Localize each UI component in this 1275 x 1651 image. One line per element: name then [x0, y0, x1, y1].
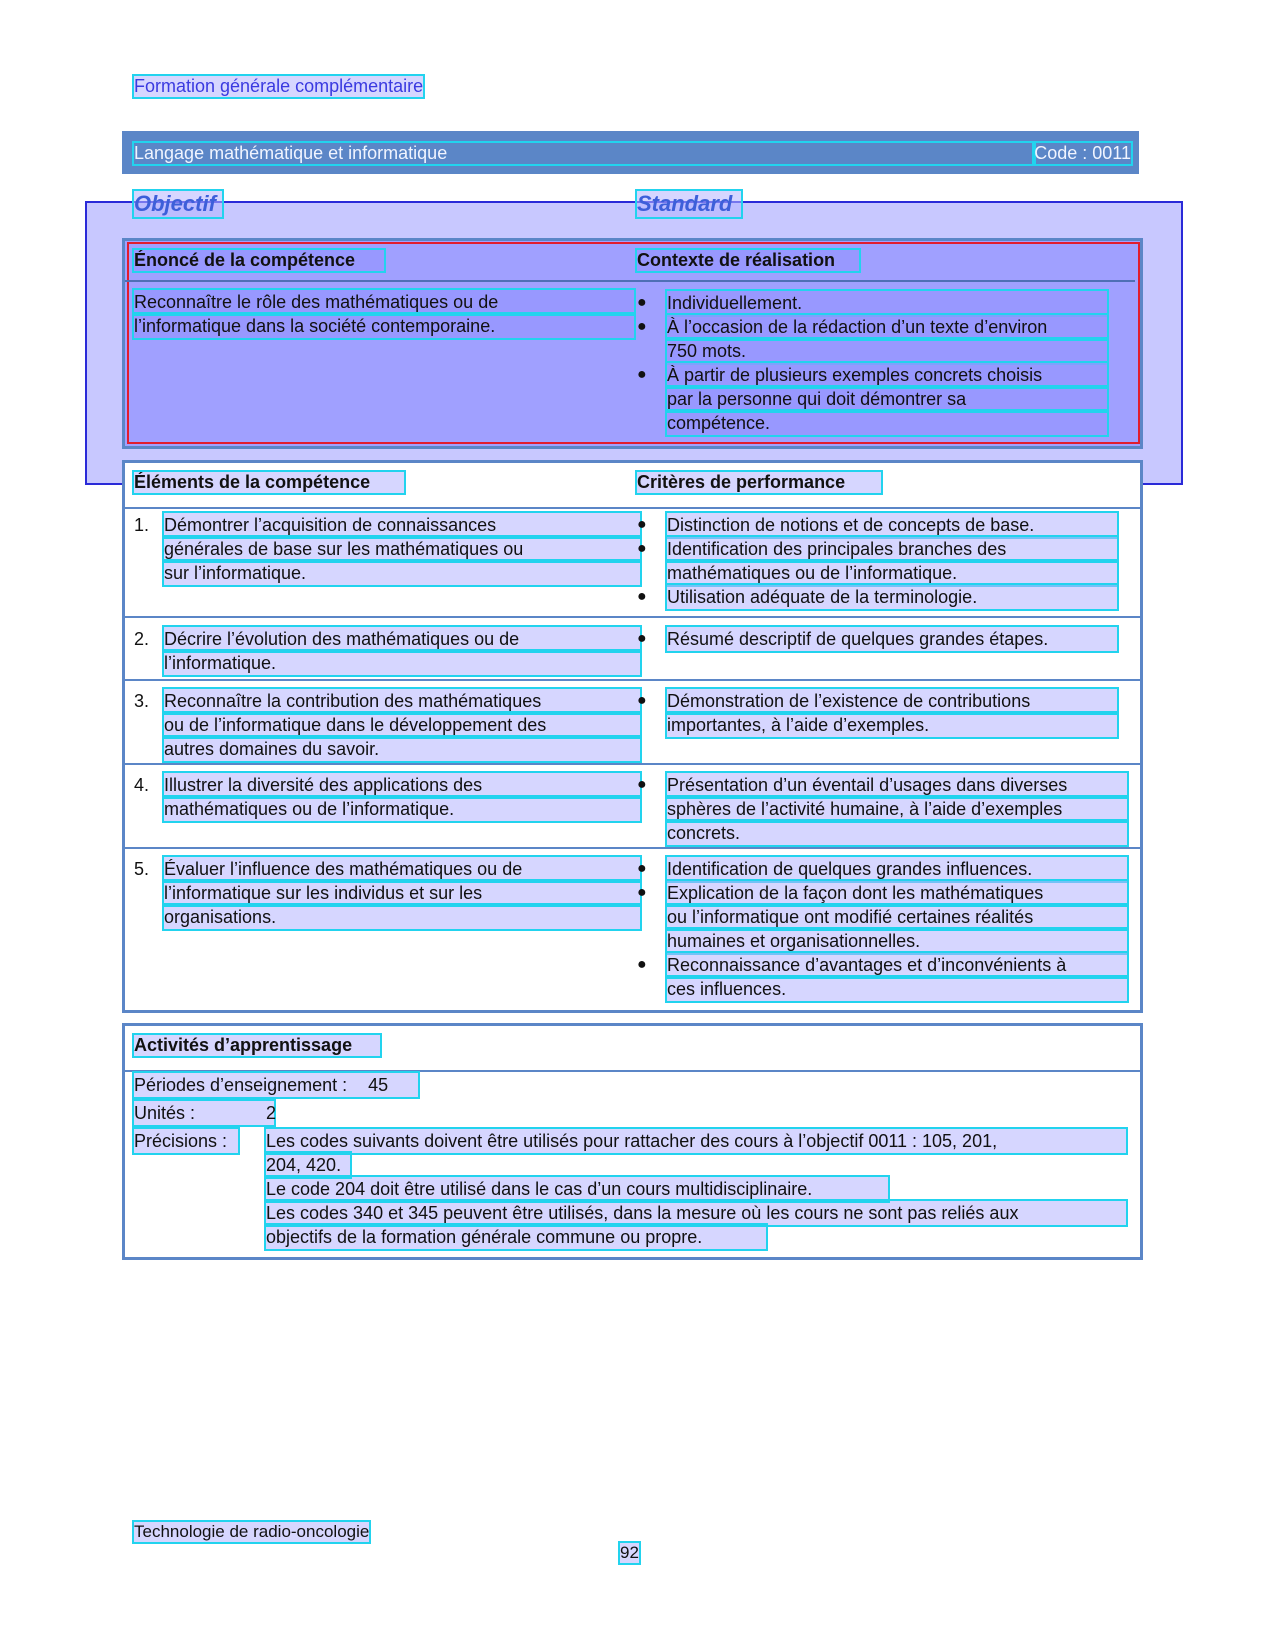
unites-value: 2: [266, 1103, 277, 1123]
contexte-list: [637, 291, 1107, 435]
activites-header: Activités d’apprentissage: [134, 1035, 380, 1056]
periodes-label: Périodes d’enseignement :: [134, 1075, 348, 1095]
footer-program: Technologie de radio-oncologie: [134, 1522, 370, 1541]
precisions-label: Précisions :: [134, 1129, 238, 1153]
elements-header: Éléments de la compétence: [134, 472, 404, 493]
bullet-icon: ●: [637, 294, 647, 311]
element-row-3: 3. Reconnaître la contribution des mathématiques ou de l’informatique dans le développement des autres domaines du savoir.: [134, 689, 640, 761]
objectif-label: Objectif: [134, 191, 222, 217]
criteria-row-5: ● Identification de quelques grandes influences. ● Explication de la façon dont les mathématiques ou l’informatique ont modifié certaines réalités humaines et organisationnelles. ● Reconnaissance d’avantages et d’inconvénients à ces influences.: [637, 857, 1127, 1001]
bullet-icon: ●: [637, 776, 647, 793]
element-row-5: 5. Évaluer l’influence des mathématiques ou de l’informatique sur les individus et sur les organisations.: [134, 857, 640, 929]
contexte-item: ● À partir de plusieurs exemples concrets choisis par la personne qui doit démontrer sa compétence.: [637, 363, 1107, 435]
row-divider: [125, 507, 1140, 509]
bullet-icon: ●: [637, 540, 647, 557]
row-divider: [125, 679, 1140, 681]
contexte-item: ● Individuellement.: [637, 291, 1107, 315]
bullet-icon: ●: [637, 956, 647, 973]
page-number: 92: [620, 1543, 639, 1562]
element-row-1: 1. Démontrer l’acquisition de connaissances générales de base sur les mathématiques ou sur l’informatique.: [134, 513, 640, 585]
criteria-row-4: ● Présentation d’un éventail d’usages dans diverses sphères de l’activité humaine, à l’aide d’exemples concrets.: [637, 773, 1127, 845]
bullet-icon: ●: [637, 884, 647, 901]
bullet-icon: ●: [637, 588, 647, 605]
document-header: Formation générale complémentaire: [134, 76, 424, 96]
competence-divider: [125, 280, 1135, 282]
criteria-row-1: ● Distinction de notions et de concepts de base. ● Identification des principales branches des mathématiques ou de l’informatique. ● Utilisation adéquate de la terminologie.: [637, 513, 1117, 609]
unites-row: [134, 1101, 277, 1125]
bullet-icon: ●: [637, 516, 647, 533]
element-row-4: 4. Illustrer la diversité des applications des mathématiques ou de l’informatique.: [134, 773, 640, 821]
periodes-value: 45: [368, 1075, 389, 1095]
periodes-row: [134, 1073, 418, 1097]
enonce-header: Énoncé de la compétence: [134, 250, 384, 271]
unites-label: Unités :: [134, 1103, 196, 1123]
enonce-text: Reconnaître le rôle des mathématiques ou de l’informatique dans la société contemporaine.: [134, 290, 634, 338]
criteria-row-2: ● Résumé descriptif de quelques grandes étapes.: [637, 627, 1117, 651]
row-divider: [125, 763, 1140, 765]
bullet-icon: ●: [637, 692, 647, 709]
contexte-header: Contexte de réalisation: [637, 250, 859, 271]
criteres-header: Critères de performance: [637, 472, 881, 493]
bullet-icon: ●: [637, 318, 647, 335]
standard-label: Standard: [637, 191, 741, 217]
course-title-bar: [122, 131, 1139, 174]
row-divider: [125, 1070, 1140, 1072]
bullet-icon: ●: [637, 860, 647, 877]
precisions-text: Les codes suivants doivent être utilisés pour rattacher des cours à l’objectif 0011 : 105, 201, 204, 420. Le code 204 doit être utilisé dans le cas d’un cours multidisciplinaire. Les codes 340 et 345 peuvent être utilisés, dans la mesure où les cours ne sont pas reliés aux objectifs de la formation générale commune ou propre.: [266, 1129, 1126, 1249]
element-row-2: 2. Décrire l’évolution des mathématiques ou de l’informatique.: [134, 627, 640, 675]
contexte-item: ● À l’occasion de la rédaction d’un texte d’environ 750 mots.: [637, 315, 1107, 363]
criteria-row-3: ● Démonstration de l’existence de contributions importantes, à l’aide d’exemples.: [637, 689, 1117, 737]
row-divider: [125, 847, 1140, 849]
row-divider: [125, 616, 1140, 618]
bullet-icon: ●: [637, 630, 647, 647]
course-name: Langage mathématique et informatique: [134, 143, 1034, 164]
course-code: Code : 0011: [1034, 143, 1131, 163]
bullet-icon: ●: [637, 366, 647, 383]
